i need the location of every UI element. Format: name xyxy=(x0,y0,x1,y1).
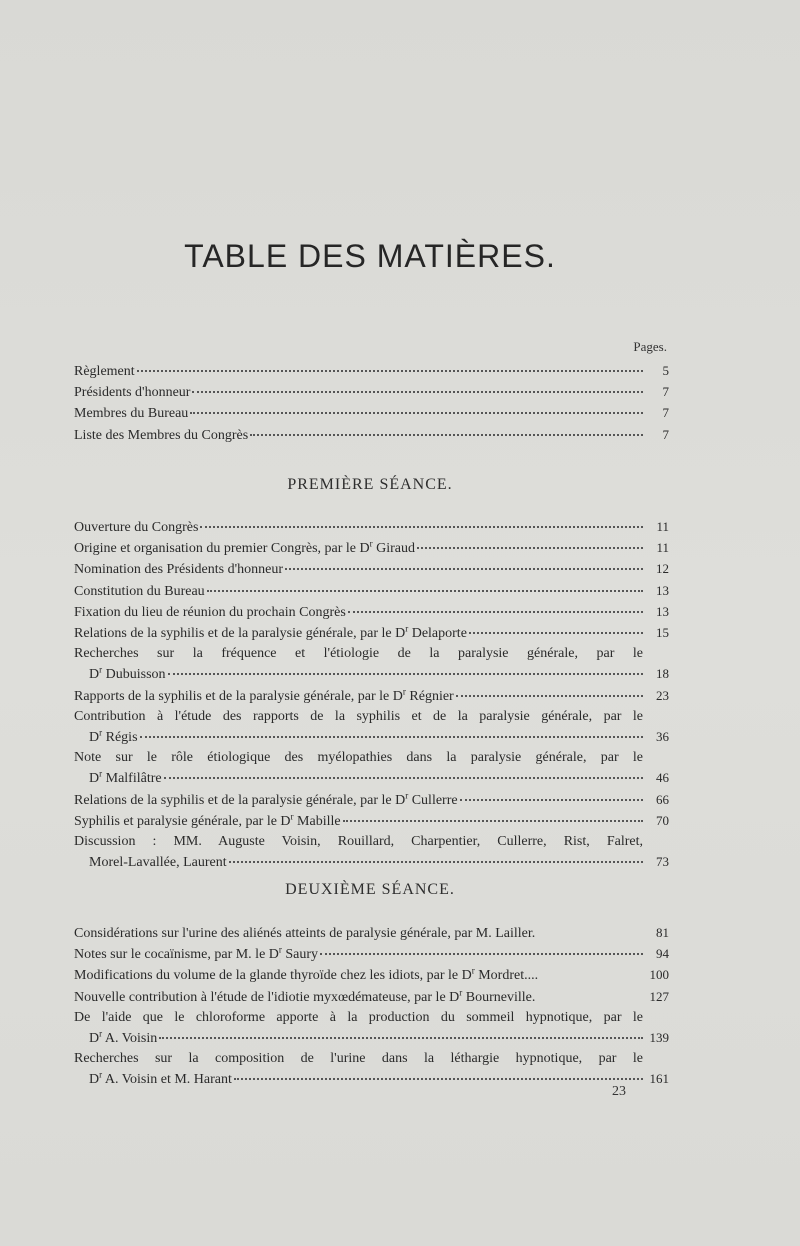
toc-entry: Syphilis et paralysie générale, par le $D^r$ Mabille 70 xyxy=(74,811,669,829)
toc-entry: Relations de la syphilis et de la paralysie générale, par le $D^r$ Delaporte 15 xyxy=(74,623,669,642)
signature-mark: 23 xyxy=(612,1084,626,1099)
toc-entry: Constitution du Bureau 13 xyxy=(74,582,669,599)
toc-entry: Règlement 5 xyxy=(74,363,669,379)
toc-entry: Présidents d'honneur 7 xyxy=(74,384,669,401)
toc-entry: Relations de la syphilis et de la paralysie générale, par le $D^r$ Cullerre 66 xyxy=(74,789,669,808)
toc-section-2 xyxy=(74,923,669,1091)
toc-entry: Membres du Bureau 7 xyxy=(74,405,669,422)
section-title-premiere-seance: PREMIÈRE SÉANCE. xyxy=(287,476,453,493)
toc-entry: Notes sur le cocaïnisme, par M. le $D^r$ Saury 94 xyxy=(74,944,669,963)
toc-entry: Note sur le rôle étiologique des myélopathies dans la paralysie générale, par le $D^r$ Malfilâtre 46 xyxy=(74,750,669,787)
toc-entry: Ouverture du Congrès 11 xyxy=(74,519,669,535)
toc-entry: Nouvelle contribution à l'étude de l'idiotie myxœdémateuse, par le $D^r$ Bourneville. 127 xyxy=(74,986,669,1005)
toc-entry: Origine et organisation du premier Congrès, par le $D^r$ Giraud 11 xyxy=(74,538,669,557)
toc-entry: Recherches sur la fréquence et l'étiologie de la paralysie générale, par le $D^r$ Dubuisson 18 xyxy=(74,646,669,683)
page-title: TABLE DES MATIÈRES. xyxy=(184,238,556,274)
toc-entry: Nomination des Présidents d'honneur 12 xyxy=(74,561,669,578)
toc-entry: Contribution à l'étude des rapports de la syphilis et de la paralysie générale, par le $D^r$ Régis 36 xyxy=(74,708,669,746)
toc-entry: Modifications du volume de la glande thyroïde chez les idiots, par le $D^r$ Mordret.... 100 xyxy=(74,965,669,984)
toc-entry: Recherches sur la composition de l'urine dans la léthargie hypnotique, par le $D^r$ A. Voisin et M. Harant 161 xyxy=(74,1051,669,1088)
section-title-deuxieme-seance: DEUXIÈME SÉANCE. xyxy=(285,881,455,898)
toc-entry: Considérations sur l'urine des aliénés atteints de paralysie générale, par M. Lailler. 81 xyxy=(74,925,669,941)
pages-column-label: Pages. xyxy=(633,339,667,354)
toc-front-matter xyxy=(74,361,669,446)
toc-entry: Rapports de la syphilis et de la paralysie générale, par le $D^r$ Régnier 23 xyxy=(74,685,669,704)
toc-entry: Discussion : MM. Auguste Voisin, Rouillard, Charpentier, Cullerre, Rist, Falret, Morel-Lavallée, Laurent 73 xyxy=(74,834,669,871)
toc-entry: Fixation du lieu de réunion du prochain Congrès 13 xyxy=(74,603,669,620)
toc-section-1 xyxy=(74,517,669,873)
toc-entry: De l'aide que le chloroforme apporte à la production du sommeil hypnotique, par le $D^r$ A. Voisin 139 xyxy=(74,1009,669,1047)
toc-entry: Liste des Membres du Congrès 7 xyxy=(74,426,669,443)
